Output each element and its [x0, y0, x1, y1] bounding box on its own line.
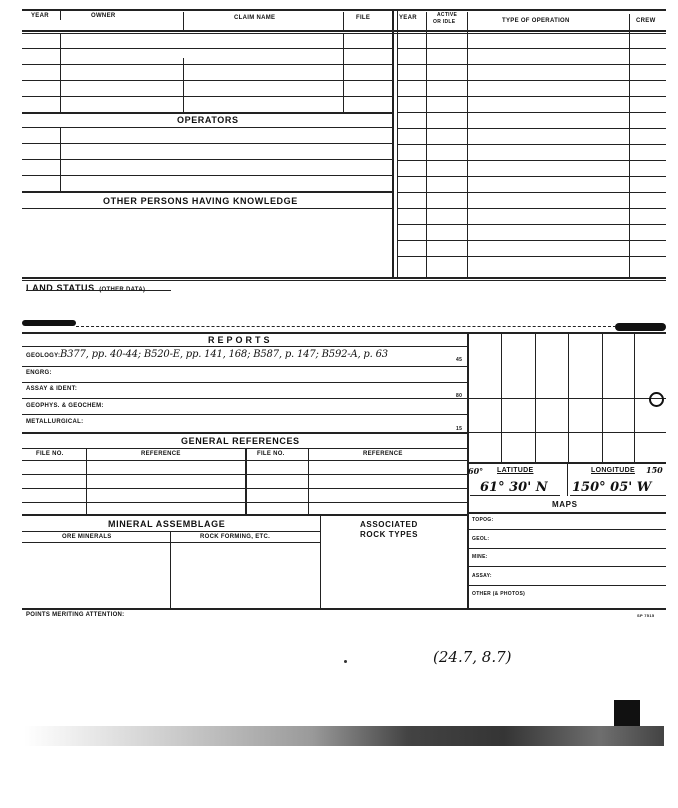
maps-assay: ASSAY:	[472, 573, 492, 579]
handwritten-coordinates: (24.7, 8.7)	[433, 648, 512, 666]
maps-mine: MINE:	[472, 554, 488, 560]
maps-other: OTHER (& PHOTOS)	[472, 591, 526, 597]
longitude-prefix: 150	[646, 465, 663, 475]
speck	[344, 660, 347, 663]
maps-geol: GEOL:	[472, 536, 490, 542]
rock-types-label: ROCK TYPES	[360, 530, 419, 539]
ref-col-reference: REFERENCE	[141, 451, 181, 457]
longitude-value: 150° 05' W	[572, 480, 652, 495]
geophys-label: GEOPHYS. & GEOCHEM:	[26, 403, 104, 409]
mineral-assemblage-title: MINERAL ASSEMBLAGE	[108, 519, 226, 529]
maps-title: MAPS	[552, 500, 578, 509]
associated-label: ASSOCIATED	[360, 520, 418, 529]
metallurgical-number: 15	[456, 426, 463, 432]
col-header-file: FILE	[356, 15, 371, 21]
latitude-prefix: 60°	[468, 466, 484, 476]
longitude-label: LONGITUDE	[591, 467, 635, 474]
col-header-crew: CREW	[636, 18, 656, 24]
hole-punch-circle	[649, 392, 664, 407]
geology-label: GEOLOGY:	[26, 353, 61, 359]
col-header-idle: OR IDLE	[433, 19, 456, 25]
general-references-title: GENERAL REFERENCES	[181, 436, 300, 446]
operators-heading: OPERATORS	[177, 115, 239, 125]
bottom-scan-noise	[24, 726, 664, 746]
col-header-owner: OWNER	[91, 13, 116, 19]
land-status-heading: LAND STATUS (OTHER DATA)	[26, 283, 146, 293]
col-header-claim-name: CLAIM NAME	[234, 15, 276, 21]
rock-forming-header: ROCK FORMING, ETC.	[200, 534, 271, 540]
other-persons-heading: OTHER PERSONS HAVING KNOWLEDGE	[103, 196, 298, 206]
reports-title: REPORTS	[208, 335, 273, 345]
col-header-year: YEAR	[31, 13, 49, 19]
ore-minerals-header: ORE MINERALS	[62, 534, 112, 540]
col-header-year-2: YEAR	[399, 15, 417, 21]
registration-mark	[614, 700, 640, 726]
col-header-operation: TYPE OF OPERATION	[502, 18, 570, 24]
col-header-active: ACTIVE	[437, 12, 458, 18]
points-meriting-attention: POINTS MERITING ATTENTION:	[26, 612, 125, 618]
assay-number: 80	[456, 393, 463, 399]
ref-col-file-no: FILE NO.	[36, 451, 64, 457]
form-number: SP 7515	[637, 613, 655, 618]
latitude-label: LATITUDE	[497, 467, 534, 474]
ref-col-file-no-2: FILE NO.	[257, 451, 285, 457]
ref-col-reference-2: REFERENCE	[363, 451, 403, 457]
geology-number: 45	[456, 357, 463, 363]
engrg-label: ENGRG:	[26, 370, 52, 376]
metallurgical-label: METALLURGICAL:	[26, 419, 84, 425]
assay-label: ASSAY & IDENT:	[26, 386, 78, 392]
latitude-value: 61° 30' N	[480, 480, 548, 495]
maps-topog: TOPOG:	[472, 517, 494, 523]
geology-value: B377, pp. 40-44; B520-E, pp. 141, 168; B587, p. 147; B592-A, p. 63	[60, 349, 388, 360]
